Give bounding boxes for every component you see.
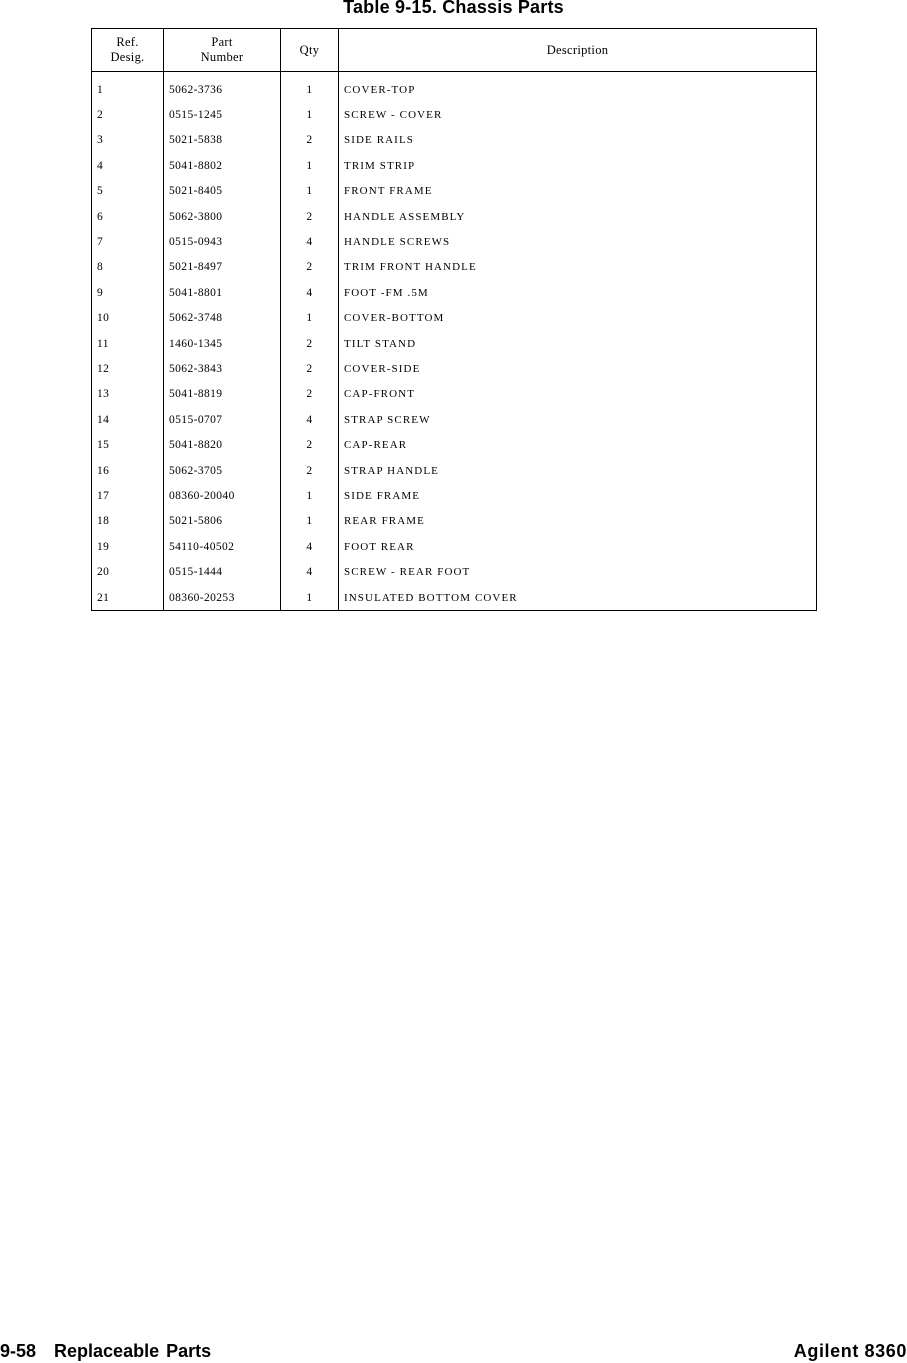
qty-cell: 2 [281, 382, 339, 407]
description-cell: COVER-BOTTOM [339, 306, 817, 331]
part-number-cell: 0515-1245 [164, 102, 281, 127]
qty-cell: 1 [281, 179, 339, 204]
product-name: Agilent 8360 [793, 1341, 907, 1361]
ref-desig-cell: 15 [97, 439, 110, 452]
part-number-cell: 5021-8497 [164, 255, 281, 280]
description-cell: SIDE RAILS [339, 128, 817, 153]
qty-cell: 4 [281, 280, 339, 305]
qty-cell: 1 [281, 483, 339, 508]
ref-desig-cell: 16 [97, 464, 110, 477]
table-row [92, 229, 817, 254]
part-number-cell: 5062-3843 [164, 356, 281, 381]
description-cell: FRONT FRAME [339, 179, 817, 204]
description-cell: STRAP SCREW [339, 407, 817, 432]
part-number-cell: 0515-0943 [164, 229, 281, 254]
ref-desig-cell: 4 [97, 159, 104, 172]
ref-desig-cell: 19 [97, 540, 110, 553]
part-number-cell: 5062-3705 [164, 458, 281, 483]
description-cell: TILT STAND [339, 331, 817, 356]
description-cell: CAP-REAR [339, 432, 817, 457]
ref-desig-cell: 11 [97, 337, 109, 350]
ref-desig-cell: 2 [97, 109, 104, 122]
header-part-number [164, 29, 281, 72]
part-number-cell: 5062-3800 [164, 204, 281, 229]
table-row [92, 458, 817, 483]
page-number: 9-58 [0, 1341, 37, 1361]
table-row [92, 204, 817, 229]
part-number-cell: 5062-3736 [164, 72, 281, 103]
part-number-cell: 08360-20040 [164, 483, 281, 508]
description-cell: INSULATED BOTTOM COVER [339, 585, 817, 611]
description-cell: TRIM FRONT HANDLE [339, 255, 817, 280]
table-row [92, 432, 817, 457]
description-cell: HANDLE SCREWS [339, 229, 817, 254]
qty-cell: 2 [281, 204, 339, 229]
table-row [92, 382, 817, 407]
ref-desig-cell: 1 [97, 83, 104, 96]
ref-desig-cell: 9 [97, 286, 104, 299]
header-ref-desig [92, 29, 164, 72]
part-number-cell: 5041-8801 [164, 280, 281, 305]
table-row [92, 509, 817, 534]
table-row [92, 280, 817, 305]
part-number-cell: 5021-5806 [164, 509, 281, 534]
table-row [92, 356, 817, 381]
ref-desig-cell: 12 [97, 362, 110, 375]
qty-cell: 1 [281, 102, 339, 127]
table-row [92, 407, 817, 432]
ref-desig-cell: 8 [97, 261, 104, 274]
part-number-cell: 54110-40502 [164, 534, 281, 559]
table-header-row [92, 29, 817, 72]
table-row [92, 331, 817, 356]
section-name: Replaceable Parts [54, 1341, 212, 1361]
description-cell: TRIM STRIP [339, 153, 817, 178]
qty-cell: 2 [281, 331, 339, 356]
header-description: Description [339, 29, 817, 72]
header-ref-line2: Desig. [110, 50, 145, 64]
table-row [92, 559, 817, 584]
table-row [92, 534, 817, 559]
qty-cell: 4 [281, 559, 339, 584]
table-row [92, 306, 817, 331]
qty-cell: 4 [281, 407, 339, 432]
qty-cell: 4 [281, 229, 339, 254]
part-number-cell: 5021-8405 [164, 179, 281, 204]
part-number-cell: 5041-8802 [164, 153, 281, 178]
part-number-cell: 1460-1345 [164, 331, 281, 356]
description-cell: FOOT REAR [339, 534, 817, 559]
description-cell: COVER-SIDE [339, 356, 817, 381]
table-body [92, 72, 817, 611]
qty-cell: 2 [281, 432, 339, 457]
qty-cell: 2 [281, 458, 339, 483]
table-row [92, 72, 817, 103]
table-row [92, 128, 817, 153]
ref-desig-cell: 17 [97, 489, 110, 502]
part-number-cell: 08360-20253 [164, 585, 281, 611]
description-cell: REAR FRAME [339, 509, 817, 534]
header-part-line1: Part [211, 35, 233, 49]
description-cell: SIDE FRAME [339, 483, 817, 508]
part-number-cell: 5021-5838 [164, 128, 281, 153]
qty-cell: 2 [281, 128, 339, 153]
ref-desig-cell: 13 [97, 388, 110, 401]
qty-cell: 4 [281, 534, 339, 559]
description-cell: FOOT -FM .5M [339, 280, 817, 305]
header-qty: Qty [281, 29, 339, 72]
ref-desig-cell: 20 [97, 566, 110, 579]
description-cell: HANDLE ASSEMBLY [339, 204, 817, 229]
description-cell: STRAP HANDLE [339, 458, 817, 483]
header-part-line2: Number [200, 50, 244, 64]
ref-desig-cell: 3 [97, 134, 104, 147]
qty-cell: 1 [281, 153, 339, 178]
table-row [92, 255, 817, 280]
ref-desig-cell: 10 [97, 312, 110, 325]
table-row [92, 153, 817, 178]
description-cell: SCREW - COVER [339, 102, 817, 127]
description-cell: CAP-FRONT [339, 382, 817, 407]
ref-desig-cell: 14 [97, 413, 110, 426]
ref-desig-cell: 21 [97, 591, 110, 604]
table-row [92, 585, 817, 611]
description-cell: COVER-TOP [339, 72, 817, 103]
page-footer-left [0, 1341, 211, 1362]
qty-cell: 2 [281, 356, 339, 381]
header-ref-line1: Ref. [116, 35, 139, 49]
ref-desig-cell: 6 [97, 210, 104, 223]
part-number-cell: 5041-8819 [164, 382, 281, 407]
qty-cell: 1 [281, 585, 339, 611]
ref-desig-cell: 5 [97, 185, 104, 198]
chassis-parts-table [91, 28, 817, 611]
table-row [92, 179, 817, 204]
part-number-cell: 0515-0707 [164, 407, 281, 432]
qty-cell: 1 [281, 72, 339, 103]
part-number-cell: 5062-3748 [164, 306, 281, 331]
qty-cell: 2 [281, 255, 339, 280]
ref-desig-cell: 7 [97, 236, 104, 249]
table-title: Table 9-15. Chassis Parts [343, 0, 564, 17]
part-number-cell: 5041-8820 [164, 432, 281, 457]
qty-cell: 1 [281, 306, 339, 331]
table-row [92, 483, 817, 508]
ref-desig-cell: 18 [97, 515, 110, 528]
part-number-cell: 0515-1444 [164, 559, 281, 584]
qty-cell: 1 [281, 509, 339, 534]
description-cell: SCREW - REAR FOOT [339, 559, 817, 584]
table-row [92, 102, 817, 127]
